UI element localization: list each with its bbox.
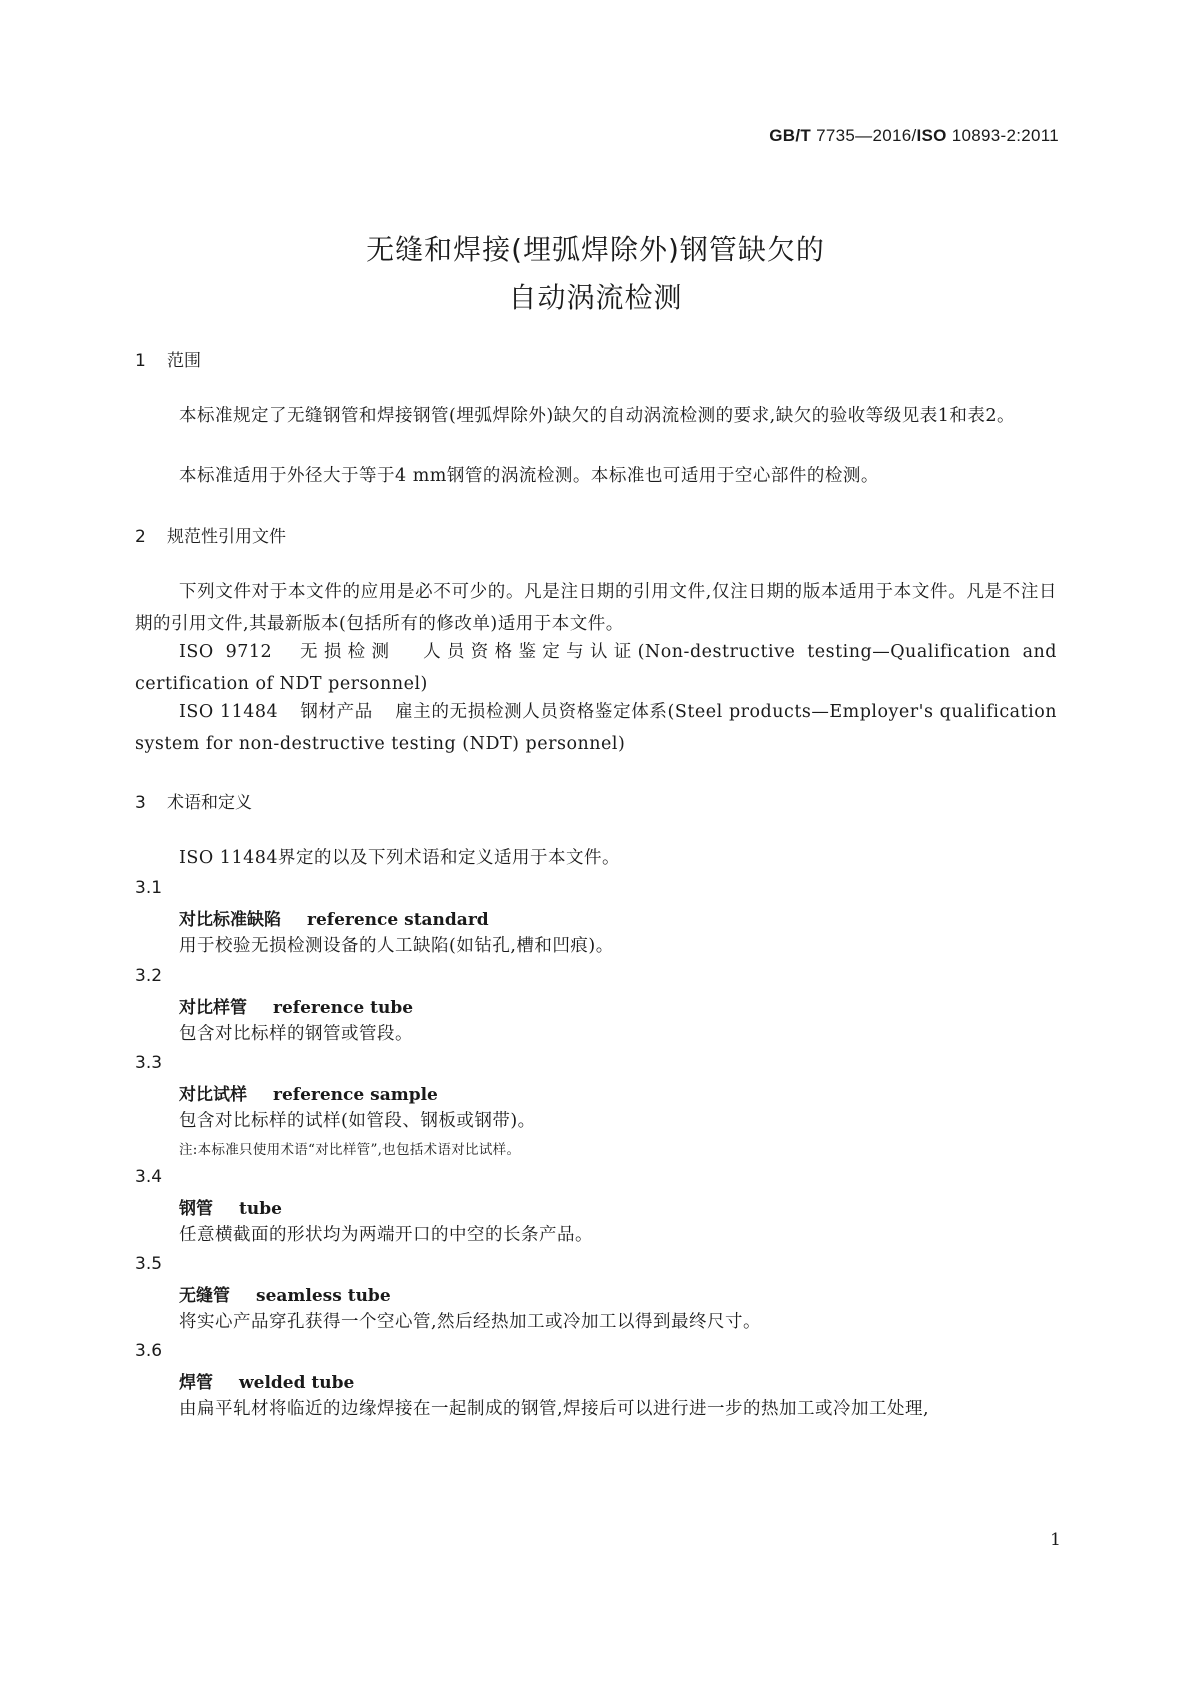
- clause-number: 3.3: [135, 1053, 163, 1073]
- term-definition: 由扁平轧材将临近的边缘焊接在一起制成的钢管,焊接后可以进行进一步的热加工或冷加工处理,: [179, 1399, 930, 1419]
- term-en: reference tube: [273, 998, 414, 1018]
- term-heading: [179, 1368, 354, 1393]
- clause-number: 3.2: [135, 966, 163, 986]
- term-heading: [179, 1281, 391, 1306]
- term-heading: [179, 1194, 282, 1219]
- references-intro: 下列文件对于本文件的应用是必不可少的。凡是注日期的引用文件,仅注日期的版本适用于本文件。凡是不注日期的引用文件,其最新版本(包括所有的修改单)适用于本文件。: [135, 582, 1057, 634]
- scope-paragraph-1: 本标准规定了无缝钢管和焊接钢管(埋弧焊除外)缺欠的自动涡流检测的要求,缺欠的验收等级见表1和表2。: [179, 406, 1015, 426]
- section-number: 1: [135, 351, 146, 371]
- term-heading: [179, 1080, 438, 1105]
- term-heading: [179, 993, 413, 1018]
- reference-code: ISO 11484: [179, 702, 279, 722]
- standard-number: [769, 126, 1059, 146]
- document-title-line1: 无缝和焊接(埋弧焊除外)钢管缺欠的: [366, 233, 825, 266]
- section-heading-terms: [135, 788, 252, 813]
- page-number: 1: [1050, 1530, 1061, 1550]
- reference-title-part: 钢材产品: [300, 702, 373, 722]
- document-title-line2: 自动涡流检测: [508, 281, 683, 314]
- reference-title: 雇主的无损检测人员资格鉴定体系(Steel products—Employer's qualification system for non-destructive testing (NDT) personnel): [135, 702, 1058, 754]
- clause-number: 3.4: [135, 1167, 163, 1187]
- term-zh: 对比样管: [179, 998, 247, 1018]
- term-en: tube: [239, 1199, 282, 1219]
- std2-code: ISO: [916, 126, 947, 145]
- term-en: seamless tube: [256, 1286, 391, 1306]
- section-title: 规范性引用文件: [167, 527, 286, 547]
- clause-number: 3.1: [135, 878, 163, 898]
- term-zh: 焊管: [179, 1373, 213, 1393]
- clause-number: 3.6: [135, 1341, 163, 1361]
- section-title: 范围: [167, 351, 201, 371]
- term-zh: 对比标准缺陷: [179, 910, 281, 930]
- section-heading-normative-references: [135, 522, 286, 547]
- reference-code: ISO 9712: [179, 642, 273, 662]
- term-en: reference sample: [273, 1085, 438, 1105]
- section-number: 3: [135, 793, 146, 813]
- term-definition: 用于校验无损检测设备的人工缺陷(如钻孔,槽和凹痕)。: [179, 936, 614, 956]
- reference-title: 人员资格鉴定与认证(Non-destructive testing—Qualification and certification of NDT personnel): [135, 642, 1057, 694]
- term-en: reference standard: [307, 910, 489, 930]
- std1-number: 7735—2016/: [816, 126, 917, 145]
- term-definition: 包含对比标样的试样(如管段、钢板或钢带)。: [179, 1111, 536, 1131]
- term-zh: 对比试样: [179, 1085, 247, 1105]
- section-heading-scope: [135, 346, 201, 371]
- section-number: 2: [135, 527, 146, 547]
- std1-code: GB/T: [769, 126, 812, 145]
- term-en: welded tube: [239, 1373, 355, 1393]
- term-zh: 钢管: [179, 1199, 213, 1219]
- term-definition: 任意横截面的形状均为两端开口的中空的长条产品。: [179, 1225, 593, 1245]
- section-title: 术语和定义: [167, 793, 252, 813]
- term-heading: [179, 905, 489, 930]
- term-definition: 包含对比标样的钢管或管段。: [179, 1024, 413, 1044]
- term-zh: 无缝管: [179, 1286, 230, 1306]
- term-note: 注:本标准只使用术语“对比样管”,也包括术语对比试样。: [179, 1142, 521, 1158]
- reference-iso-11484: [135, 696, 1057, 760]
- reference-iso-9712: [135, 636, 1057, 700]
- std2-number: 10893-2:2011: [951, 126, 1059, 145]
- terms-intro: ISO 11484界定的以及下列术语和定义适用于本文件。: [179, 848, 620, 868]
- reference-title-part: 无损检测: [294, 642, 396, 662]
- term-definition: 将实心产品穿孔获得一个空心管,然后经热加工或冷加工以得到最终尺寸。: [179, 1312, 762, 1332]
- scope-paragraph-2: 本标准适用于外径大于等于4 mm钢管的涡流检测。本标准也可适用于空心部件的检测。: [179, 466, 879, 486]
- clause-number: 3.5: [135, 1254, 163, 1274]
